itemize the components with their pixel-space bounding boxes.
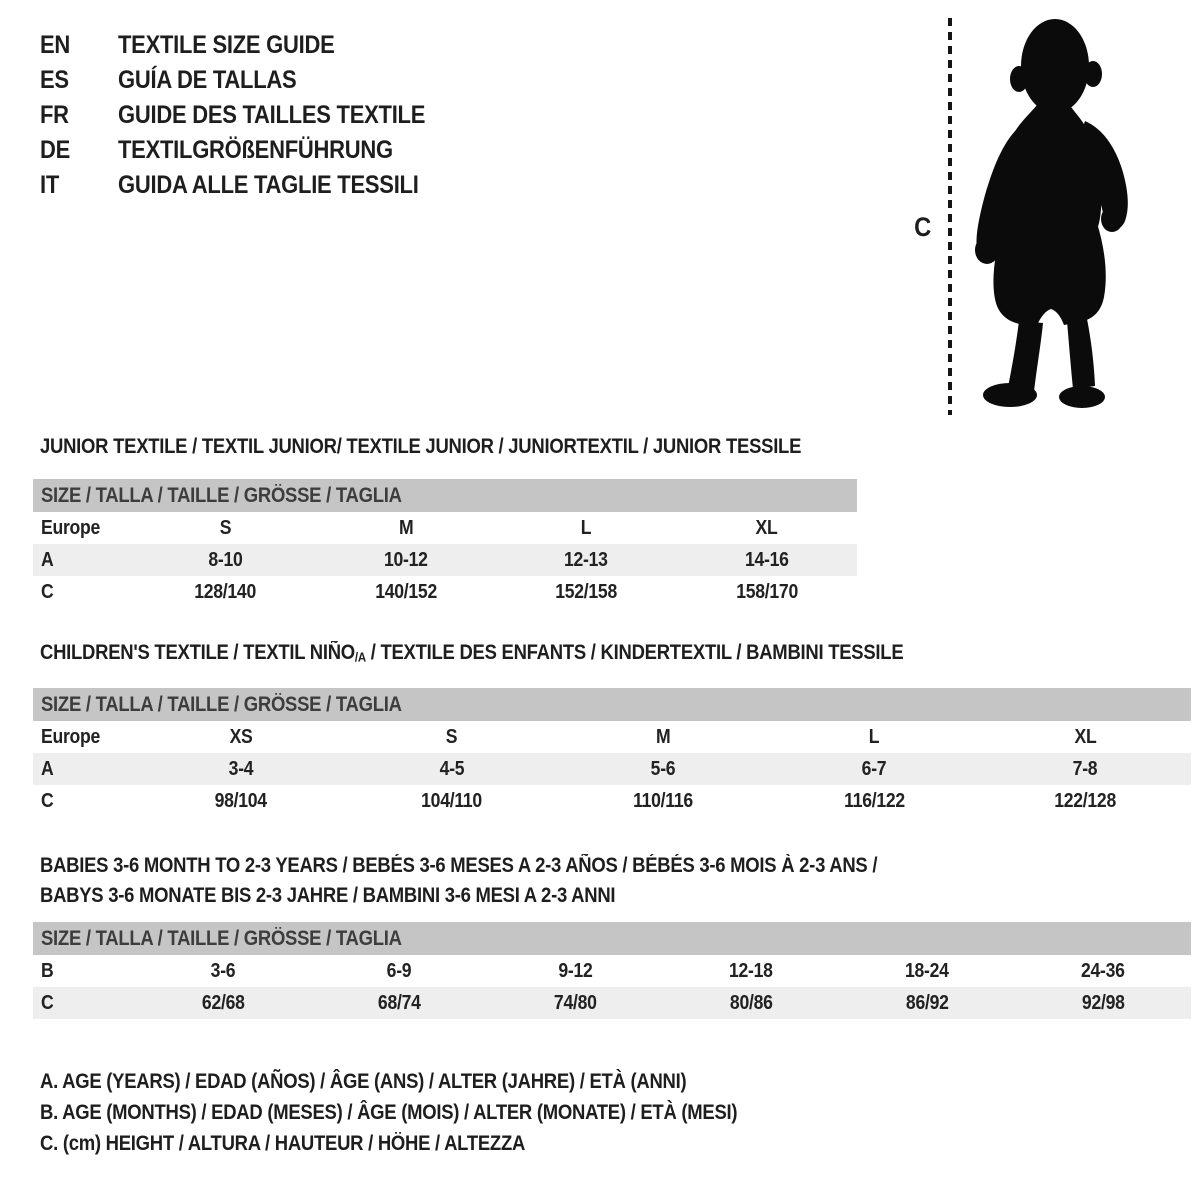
legend-line-a: A. AGE (YEARS) / EDAD (AÑOS) / ÂGE (ANS) / ALTER (JAHRE) / ETÀ (ANNI) — [40, 1069, 687, 1093]
junior-size-table — [33, 479, 857, 608]
value-cell: 7-8 — [1073, 757, 1098, 780]
value-cell: 12-18 — [729, 959, 773, 982]
row-label: C — [41, 580, 54, 603]
language-code: IT — [40, 171, 60, 199]
size-header-label: SIZE / TALLA / TAILLE / GRÖSSE / TAGLIA — [41, 483, 402, 507]
size-cell: M — [655, 725, 671, 748]
size-header-bar — [33, 688, 1191, 721]
value-cell: 9-12 — [557, 959, 593, 982]
language-row — [40, 133, 467, 168]
europe-row — [33, 721, 1191, 753]
size-header-label: SIZE / TALLA / TAILLE / GRÖSSE / TAGLIA — [41, 926, 402, 950]
value-cell: 12-13 — [564, 548, 609, 571]
size-cell: S — [219, 516, 231, 539]
value-cell: 92/98 — [1081, 991, 1125, 1014]
language-code: EN — [40, 31, 71, 59]
measure-label-c: C — [914, 212, 932, 242]
toddler-figure — [905, 14, 1155, 420]
value-cell: 110/116 — [633, 789, 693, 812]
value-cell: 152/158 — [555, 580, 618, 603]
row-label: A — [41, 548, 54, 571]
language-row — [40, 168, 467, 203]
language-label: GUIDE DES TAILLES TEXTILE — [118, 101, 426, 129]
size-cell: XL — [755, 516, 778, 539]
height-measure-line — [948, 18, 952, 415]
size-cell: M — [398, 516, 413, 539]
babies-size-table — [33, 922, 1191, 1019]
language-label: GUIDA ALLE TAGLIE TESSILI — [118, 171, 419, 199]
value-cell: 98/104 — [214, 789, 267, 812]
children-size-table — [33, 688, 1191, 817]
row-label: C — [41, 789, 54, 812]
value-cell: 68/74 — [377, 991, 421, 1014]
junior-section-title: JUNIOR TEXTILE / TEXTIL JUNIOR/ TEXTILE JUNIOR / JUNIORTEXTIL / JUNIOR TESSILE — [40, 435, 802, 458]
language-label: TEXTILGRÖßENFÜHRUNG — [118, 136, 393, 164]
size-header-bar — [33, 922, 1191, 955]
size-cell: XL — [1074, 725, 1097, 748]
measure-legend — [40, 1066, 832, 1159]
value-cell: 74/80 — [553, 991, 597, 1014]
size-cell: XS — [229, 725, 253, 748]
size-cell: S — [446, 725, 458, 748]
value-cell: 14-16 — [744, 548, 789, 571]
height-cm-row — [33, 576, 857, 608]
value-cell: 158/170 — [735, 580, 798, 603]
size-cell: L — [580, 516, 592, 539]
legend-line-c: C. (cm) HEIGHT / ALTURA / HAUTEUR / HÖHE / ALTEZZA — [40, 1131, 526, 1155]
size-cell: L — [868, 725, 880, 748]
size-header-bar — [33, 479, 857, 512]
value-cell: 10-12 — [383, 548, 428, 571]
language-row — [40, 63, 467, 98]
value-cell: 62/68 — [201, 991, 245, 1014]
value-cell: 6-9 — [386, 959, 412, 982]
age-years-row — [33, 753, 1191, 785]
babies-section-title: BABIES 3-6 MONTH TO 2-3 YEARS / BEBÉS 3-6 MESES A 2-3 AÑOS / BÉBÉS 3-6 MOIS À 2-3 ANS / BABYS 3-6 MONATE BIS 2-3 JAHRE / BAMBINI 3-6 MESI A 2-3 ANNI — [40, 854, 878, 907]
size-header-label: SIZE / TALLA / TAILLE / GRÖSSE / TAGLIA — [41, 692, 402, 716]
value-cell: 140/152 — [374, 580, 437, 603]
age-months-row — [33, 955, 1191, 987]
row-label: A — [41, 757, 54, 780]
value-cell: 24-36 — [1081, 959, 1125, 982]
value-cell: 104/110 — [421, 789, 483, 812]
height-cm-row — [33, 987, 1191, 1019]
legend-line-b: B. AGE (MONTHS) / EDAD (MESES) / ÂGE (MOIS) / ALTER (MONATE) / ETÀ (MESI) — [40, 1100, 738, 1124]
row-label: C — [41, 991, 54, 1014]
value-cell: 3-6 — [210, 959, 236, 982]
row-label: Europe — [41, 516, 101, 539]
europe-row — [33, 512, 857, 544]
language-code: FR — [40, 101, 69, 129]
value-cell: 116/122 — [843, 789, 905, 812]
language-code: ES — [40, 66, 69, 94]
toddler-silhouette-image — [966, 17, 1132, 411]
value-cell: 80/86 — [729, 991, 773, 1014]
language-label: TEXTILE SIZE GUIDE — [118, 31, 335, 59]
height-cm-row — [33, 785, 1191, 817]
language-row — [40, 28, 467, 63]
value-cell: 122/128 — [1054, 789, 1117, 812]
language-code: DE — [40, 136, 71, 164]
value-cell: 86/92 — [905, 991, 949, 1014]
age-years-row — [33, 544, 857, 576]
value-cell: 4-5 — [439, 757, 465, 780]
value-cell: 6-7 — [861, 757, 887, 780]
language-row — [40, 98, 467, 133]
children-section-title: CHILDREN'S TEXTILE / TEXTIL $NIÑO_{/A}$ / TEXTILE DES ENFANTS / KINDERTEXTIL / BAMBINI TESSILE — [40, 641, 904, 665]
row-label: Europe — [41, 725, 101, 748]
language-title-list — [40, 28, 467, 203]
row-label: B — [41, 959, 54, 982]
language-label: GUÍA DE TALLAS — [118, 66, 297, 94]
value-cell: 128/140 — [194, 580, 257, 603]
value-cell: 18-24 — [905, 959, 949, 982]
value-cell: 8-10 — [208, 548, 243, 571]
value-cell: 5-6 — [650, 757, 676, 780]
value-cell: 3-4 — [228, 757, 253, 780]
